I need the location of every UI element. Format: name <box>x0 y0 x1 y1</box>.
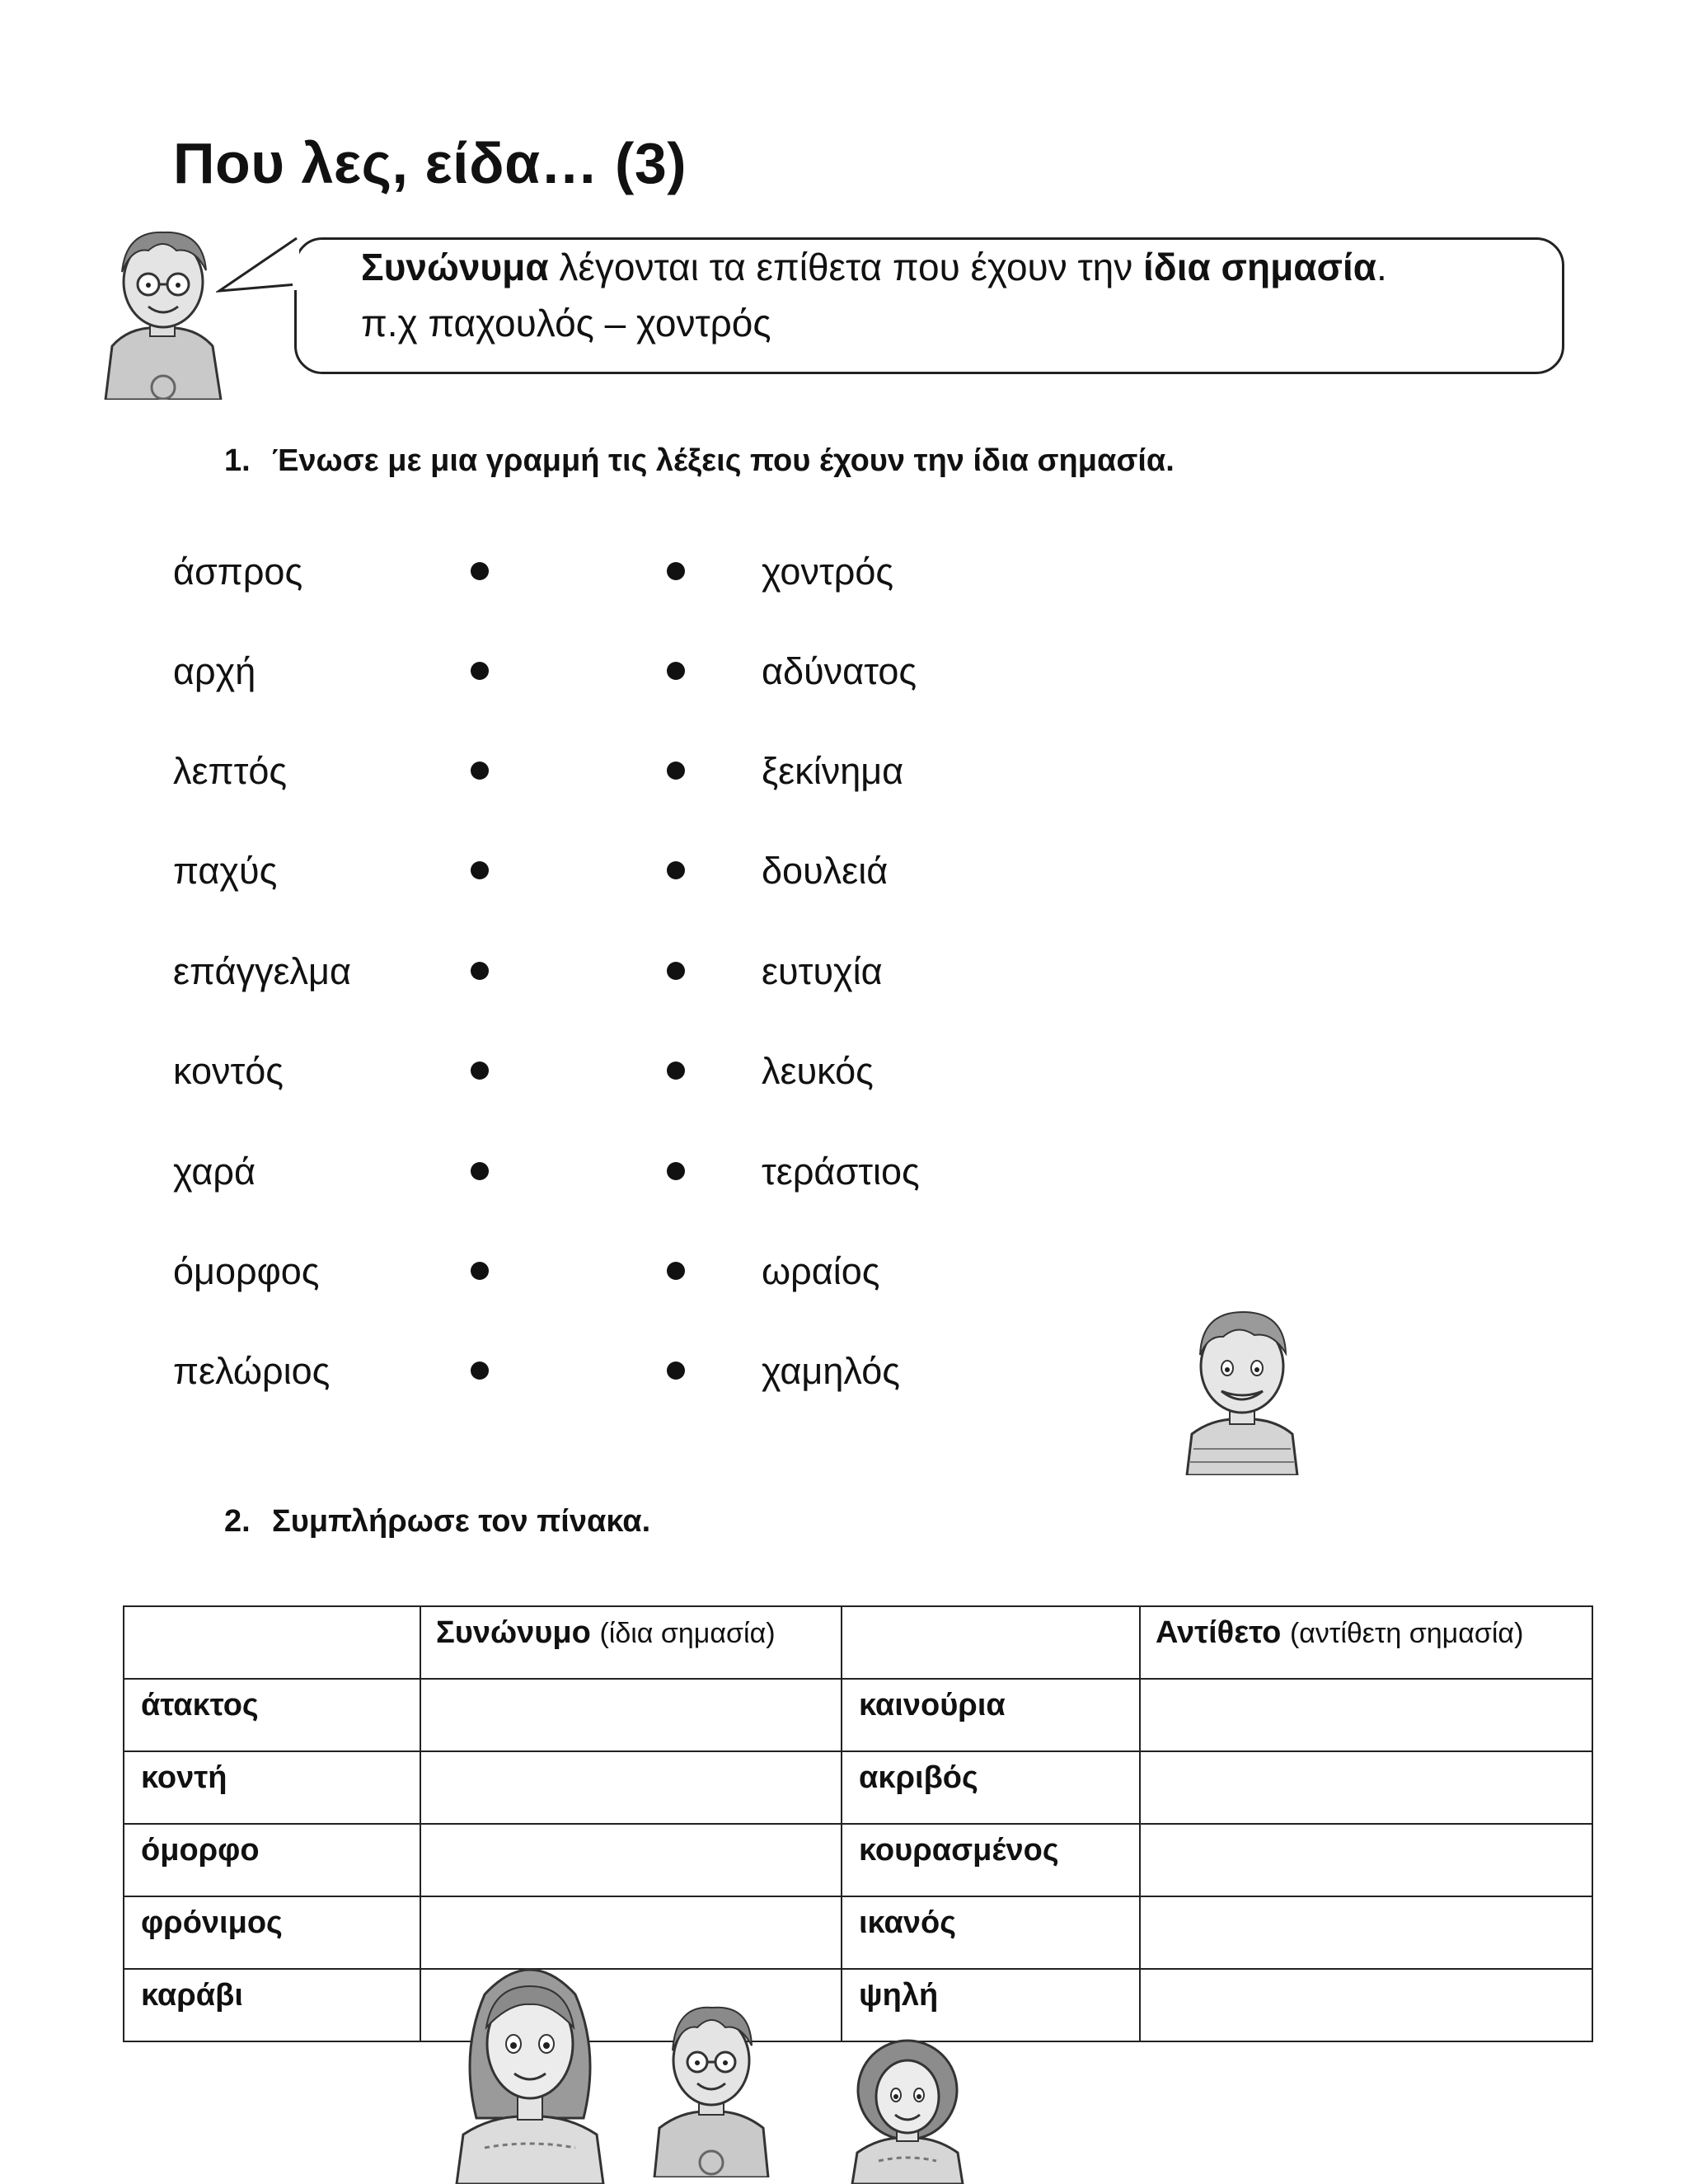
right-word: δουλειά <box>762 850 889 892</box>
right-dot[interactable] <box>667 861 685 879</box>
right-dot[interactable] <box>667 762 685 780</box>
left-dot[interactable] <box>471 962 489 980</box>
right-dot[interactable] <box>667 1062 685 1080</box>
left-word: παχύς <box>173 850 278 892</box>
left-word: κοντός <box>173 1050 284 1092</box>
definition-example: π.χ παχουλός – χοντρός <box>361 302 771 344</box>
left-dot[interactable] <box>471 562 489 580</box>
left-dot[interactable] <box>471 1062 489 1080</box>
right-word: αδύνατος <box>762 650 917 692</box>
synonym-word: κοντή <box>124 1751 420 1824</box>
right-dot[interactable] <box>667 662 685 680</box>
right-dot[interactable] <box>667 1162 685 1180</box>
table-row <box>124 1679 1592 1751</box>
right-dot[interactable] <box>667 562 685 580</box>
speech-bubble-tail <box>216 235 298 301</box>
definition-body: λέγονται τα επίθετα που έχουν την <box>548 246 1144 288</box>
right-word: ξεκίνημα <box>762 750 904 792</box>
antonym-answer-cell[interactable] <box>1140 1896 1592 1969</box>
left-word: αρχή <box>173 650 256 692</box>
antonym-answer-cell[interactable] <box>1140 1679 1592 1751</box>
left-word: πελώριος <box>173 1350 331 1392</box>
exercise-2-text: Συμπλήρωσε τον πίνακα. <box>272 1504 651 1539</box>
left-word: επάγγελμα <box>173 950 351 992</box>
left-word: όμορφος <box>173 1250 320 1292</box>
right-word: χοντρός <box>762 551 894 593</box>
table-row <box>124 1824 1592 1896</box>
page-title: Που λες, είδα… (3) <box>173 131 687 195</box>
synonym-word: φρόνιμος <box>124 1896 420 1969</box>
boy-with-glasses-illustration <box>97 223 225 400</box>
synonym-header <box>420 1606 842 1679</box>
synonym-answer-cell[interactable] <box>420 1824 842 1896</box>
header-empty-cell <box>842 1606 1140 1679</box>
left-word: χαρά <box>173 1151 256 1193</box>
boy-with-glasses-bottom-illustration <box>649 1988 773 2177</box>
table-row <box>124 1751 1592 1824</box>
antonym-word: καινούρια <box>842 1679 1140 1751</box>
left-dot[interactable] <box>471 662 489 680</box>
exercise-1-instruction <box>224 443 1175 479</box>
girl-long-hair-illustration <box>452 1953 608 2184</box>
definition-term: Συνώνυμα <box>361 246 549 288</box>
left-word: άσπρος <box>173 551 303 593</box>
left-dot[interactable] <box>471 1262 489 1280</box>
table-row <box>124 1896 1592 1969</box>
right-word: χαμηλός <box>762 1350 900 1392</box>
definition-end: . <box>1376 246 1387 288</box>
antonym-header <box>1140 1606 1592 1679</box>
synonym-header-note: (ίδια σημασία) <box>599 1618 776 1649</box>
left-word: λεπτός <box>173 750 288 792</box>
right-dot[interactable] <box>667 962 685 980</box>
smiling-boy-illustration <box>1180 1302 1304 1475</box>
left-dot[interactable] <box>471 1361 489 1380</box>
table-header-row <box>124 1606 1592 1679</box>
synonym-header-label: Συνώνυμο <box>436 1615 591 1650</box>
left-dot[interactable] <box>471 762 489 780</box>
definition-emphasis: ίδια σημασία <box>1143 246 1377 288</box>
bubble-tail-cover <box>293 247 299 290</box>
exercise-1-text: Ένωσε με μια γραμμή τις λέξεις που έχουν την ίδια σημασία. <box>272 443 1175 478</box>
header-empty-cell <box>124 1606 420 1679</box>
exercise-1-number: 1. <box>224 443 251 478</box>
antonym-word: ικανός <box>842 1896 1140 1969</box>
synonym-answer-cell[interactable] <box>420 1751 842 1824</box>
synonym-word: καράβι <box>124 1969 420 2041</box>
antonym-header-note: (αντίθετη σημασία) <box>1289 1618 1524 1649</box>
left-dot[interactable] <box>471 861 489 879</box>
right-word: τεράστιος <box>762 1151 920 1193</box>
synonym-word: άτακτος <box>124 1679 420 1751</box>
antonym-answer-cell[interactable] <box>1140 1824 1592 1896</box>
synonym-antonym-table <box>123 1605 1593 2042</box>
left-dot[interactable] <box>471 1162 489 1180</box>
antonym-header-label: Αντίθετο <box>1156 1615 1282 1650</box>
right-dot[interactable] <box>667 1262 685 1280</box>
exercise-2-number: 2. <box>224 1504 251 1539</box>
synonym-word: όμορφο <box>124 1824 420 1896</box>
right-word: λευκός <box>762 1050 874 1092</box>
antonym-answer-cell[interactable] <box>1140 1969 1592 2041</box>
antonym-word: ψηλή <box>842 1969 1140 2041</box>
right-dot[interactable] <box>667 1361 685 1380</box>
exercise-2-instruction <box>224 1504 650 1540</box>
girl-curly-hair-illustration <box>846 2037 969 2184</box>
right-word: ευτυχία <box>762 950 883 992</box>
definition-text <box>361 239 1387 351</box>
synonym-answer-cell[interactable] <box>420 1679 842 1751</box>
antonym-word: κουρασμένος <box>842 1824 1140 1896</box>
right-word: ωραίος <box>762 1250 880 1292</box>
antonym-answer-cell[interactable] <box>1140 1751 1592 1824</box>
antonym-word: ακριβός <box>842 1751 1140 1824</box>
table-row <box>124 1969 1592 2041</box>
